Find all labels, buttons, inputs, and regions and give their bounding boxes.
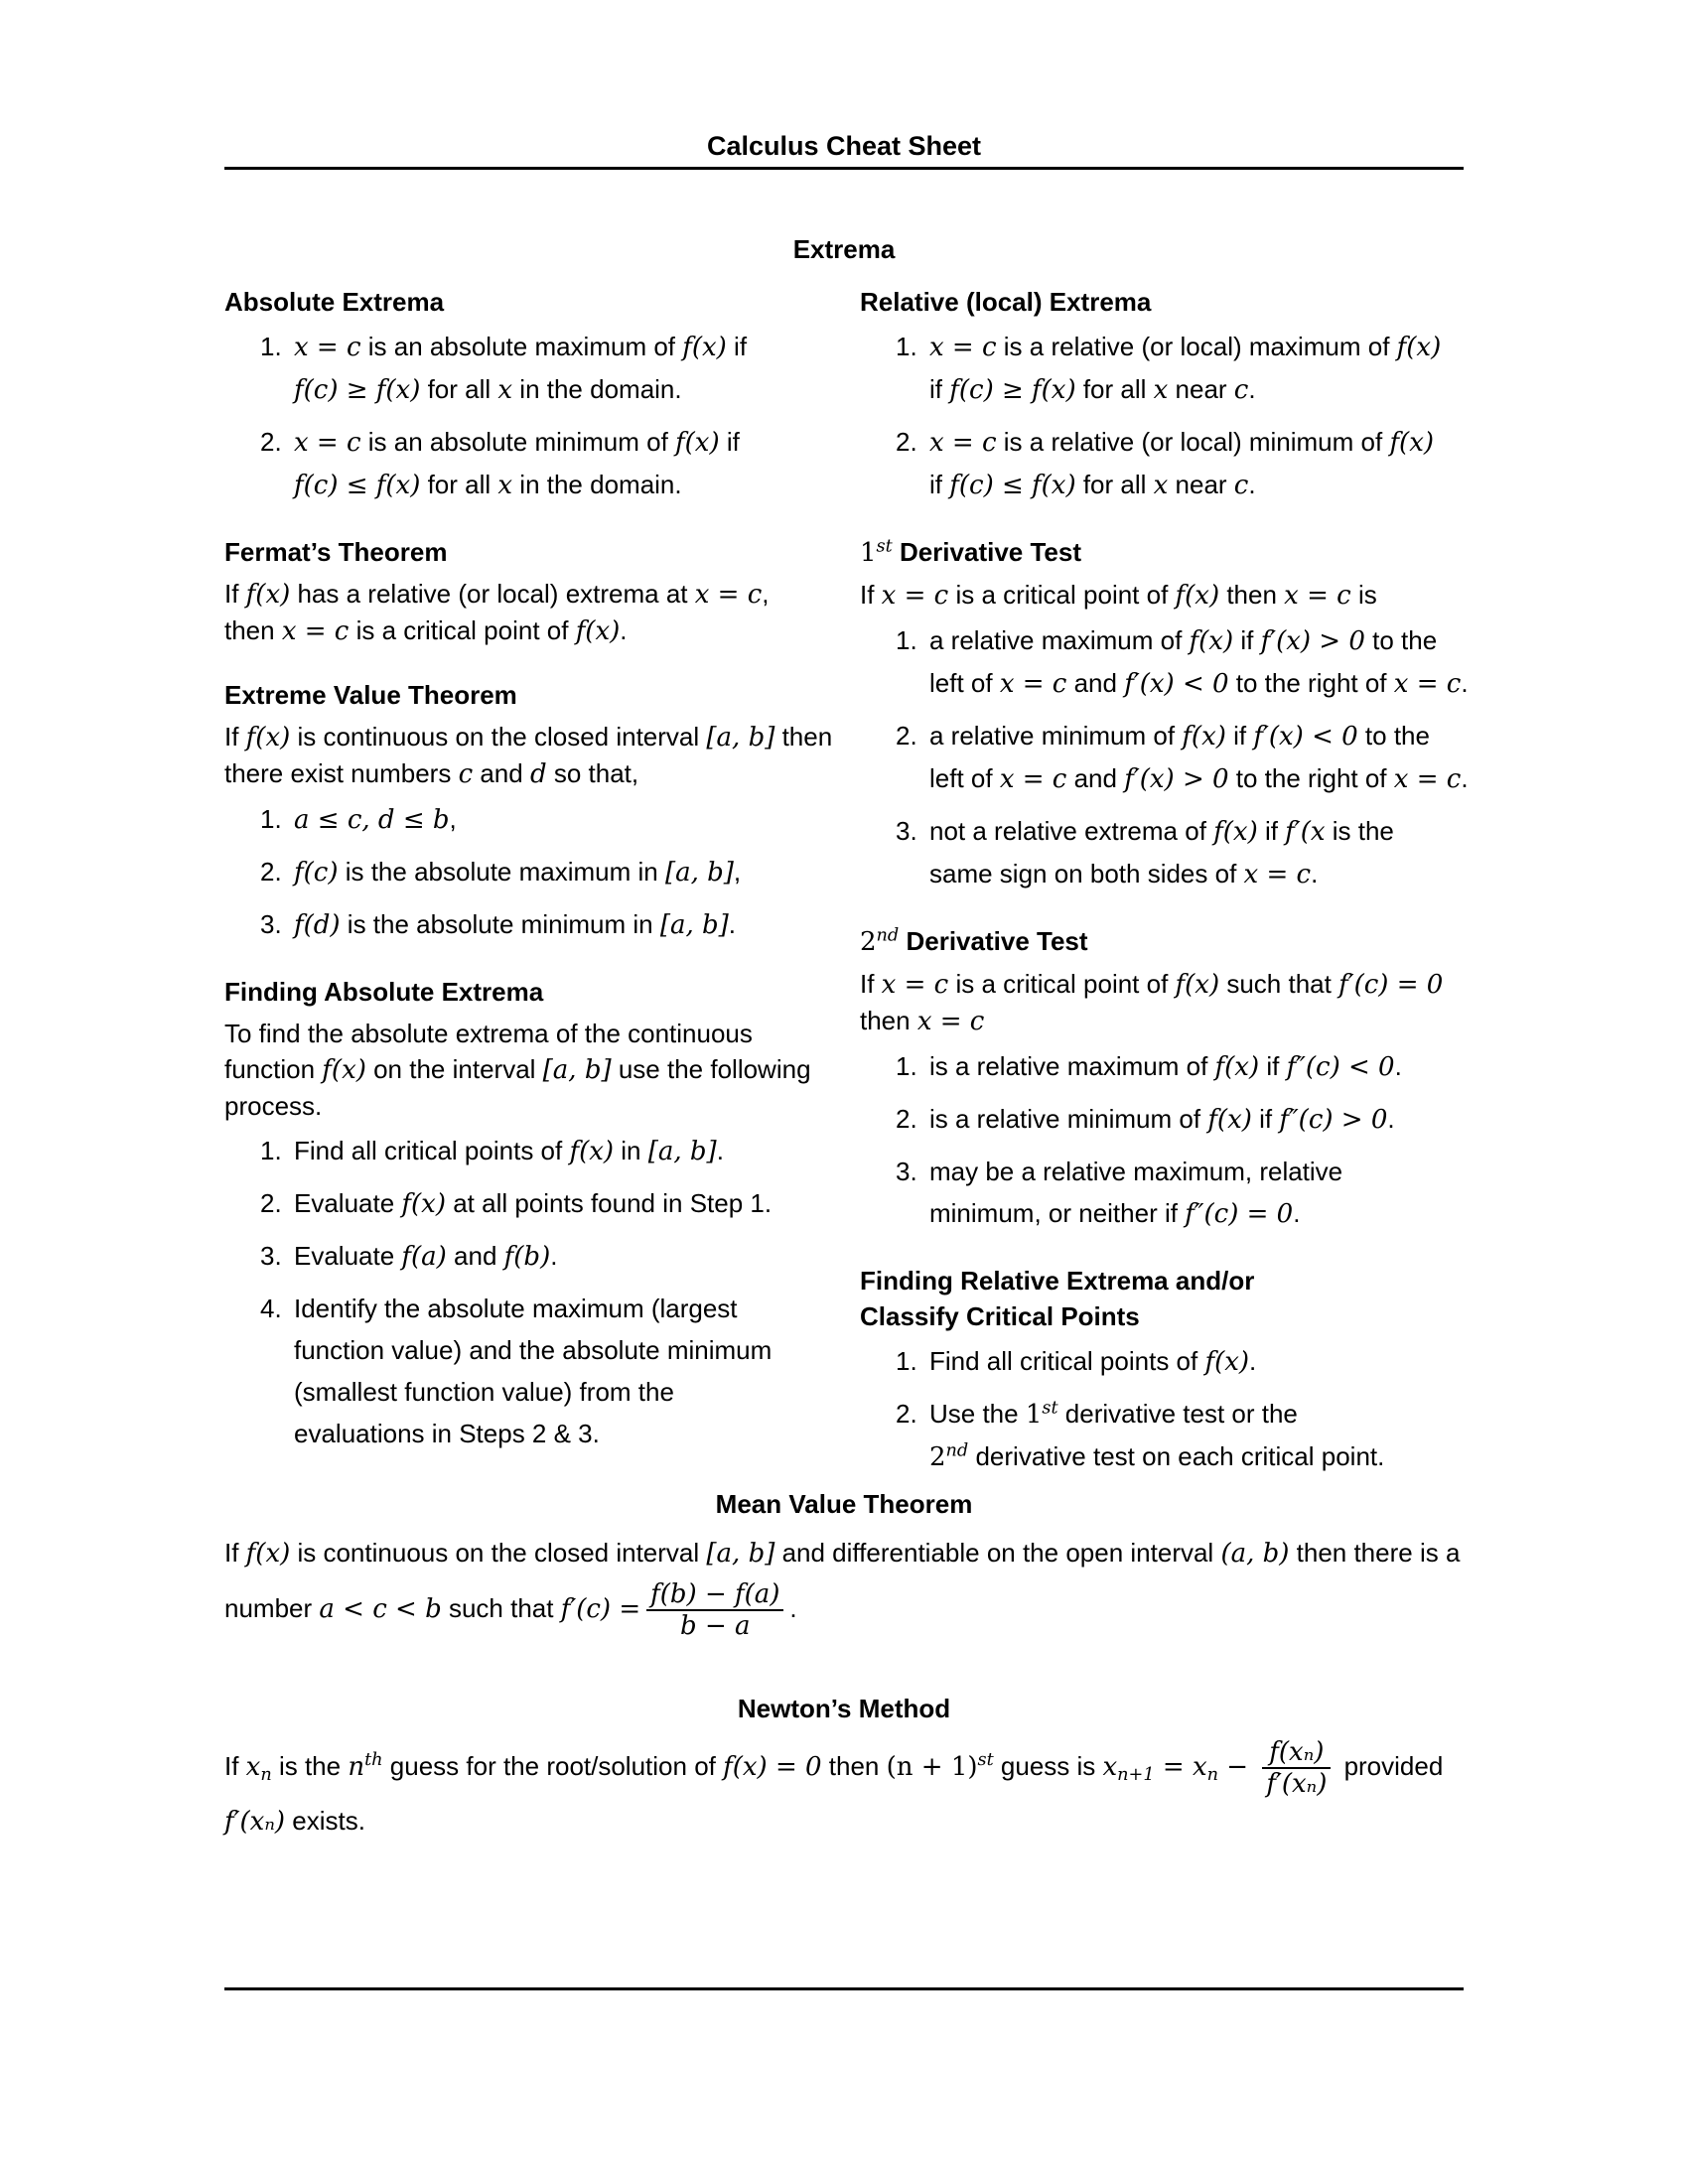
absolute-extrema-section (224, 284, 860, 506)
finding-relative-section (860, 1263, 1476, 1478)
list-item: 2. Evaluate f(x) at all points found in Step 1. (260, 1188, 773, 1219)
fermat-title: Fermat’s Theorem (224, 537, 448, 567)
list-item: 2. x = c is a relative (or local) minimum of f(x) if f(c) ≤ f(x) for all x near c. (896, 427, 1435, 500)
mvt-text: If f(x) is continuous on the closed interval [a, b] and differentiable on the open interval (a, b) then there is a number a < c < b such that f′(c) = $\frac{f(b) - f(a)}{b - a}$ . (224, 1538, 1461, 1641)
list-item: 1. x = c is a relative (or local) maximum of f(x) if f(c) ≥ f(x) for all x near c. (896, 332, 1442, 405)
second-derivative-section (860, 923, 1476, 1235)
list-item: 1. a ≤ c, d ≤ b, (260, 804, 457, 835)
newton-text: If $x_n$ is the $n^{th}$ guess for the root/solution of f(x) = 0 then $(n + 1)^{st}$ guess is $x_{n+1} = x_n$ − $\frac{\text{f(xₙ)}}{\text{f′(xₙ)}}$ provided f′(xₙ) exists. (224, 1737, 1444, 1837)
list-item: 2. x = c is an absolute minimum of f(x) if f(c) ≤ f(x) for all x in the domain. (260, 427, 740, 500)
first-derivative-section (860, 534, 1476, 895)
list-item: 3. may be a relative maximum, relative minimum, or neither if f″(c) = 0. (896, 1157, 1343, 1229)
first-derivative-text: If x = c is a critical point of f(x) then x = c is (860, 580, 1377, 611)
finding-relative-title: Finding Relative Extrema and/or Classify Critical Points (860, 1266, 1255, 1331)
evt-title: Extreme Value Theorem (224, 680, 517, 710)
finding-absolute-title: Finding Absolute Extrema (224, 977, 544, 1007)
list-item: 2. f(c) is the absolute maximum in [a, b], (260, 857, 742, 887)
absolute-extrema-title: Absolute Extrema (224, 287, 445, 317)
newton-fraction: $\frac{\text{f(xₙ)}}{\text{f′(xₙ)}}$ (1262, 1737, 1331, 1799)
list-item: 1. Find all critical points of f(x). (896, 1346, 1257, 1377)
list-item: 4. Identify the absolute maximum (largest function value) and the absolute minimum (smallest function value) from the evaluations in Steps 2 & 3. (260, 1294, 773, 1448)
list-item: 2. is a relative minimum of f(x) if f″(c) > 0. (896, 1104, 1395, 1135)
header-rule (224, 167, 1464, 170)
first-derivative-title: 1st Derivative Test (860, 536, 1081, 568)
fermat-section (224, 534, 860, 649)
evt-section (224, 677, 860, 946)
page-header-title: Calculus Cheat Sheet (706, 131, 982, 161)
list-item: 1. x = c is an absolute maximum of f(x) if f(c) ≥ f(x) for all x in the domain. (260, 332, 748, 405)
left-column (224, 284, 860, 1482)
relative-extrema-section (860, 284, 1476, 506)
second-derivative-text: If x = c is a critical point of f(x) such that f′(c) = 0 then x = c (860, 969, 1444, 1036)
list-item: 1. Find all critical points of f(x) in [a, b]. (260, 1136, 724, 1166)
finding-absolute-section (224, 974, 860, 1454)
list-item: 3. f(d) is the absolute minimum in [a, b]. (260, 909, 737, 940)
extrema-heading: Extrema (792, 234, 896, 264)
list-item: 2. Use the 1st derivative test or the 2nd derivative test on each critical point. (896, 1398, 1385, 1472)
mvt-heading: Mean Value Theorem (715, 1489, 973, 1519)
mvt-fraction: $\frac{f(b) - f(a)}{b - a}$ (646, 1579, 783, 1641)
list-item: 1. is a relative maximum of f(x) if f″(c) < 0. (896, 1051, 1402, 1082)
fermat-text: If f(x) has a relative (or local) extrema at x = c, then x = c is a critical point of f(x). (224, 579, 770, 646)
list-item: 1. a relative maximum of f(x) if f′(x) > 0 to the left of x = c and f′(x) < 0 to the right of x = c. (896, 625, 1469, 699)
right-column (860, 284, 1476, 1506)
footer-rule (224, 1987, 1464, 1990)
relative-extrema-title: Relative (local) Extrema (860, 287, 1152, 317)
second-derivative-title: 2nd Derivative Test (860, 925, 1088, 957)
list-item: 3. Evaluate f(a) and f(b). (260, 1241, 558, 1272)
finding-absolute-text: To find the absolute extrema of the continuous function f(x) on the interval [a, b] use the following process. (224, 1019, 811, 1121)
list-item: 3. not a relative extrema of f(x) if f′(x is the same sign on both sides of x = c. (896, 816, 1394, 889)
newton-heading: Newton’s Method (737, 1694, 951, 1723)
list-item: 2. a relative minimum of f(x) if f′(x) < 0 to the left of x = c and f′(x) > 0 to the right of x = c. (896, 721, 1469, 794)
evt-text: If f(x) is continuous on the closed interval [a, b] then there exist numbers c and d so that, (224, 722, 833, 789)
